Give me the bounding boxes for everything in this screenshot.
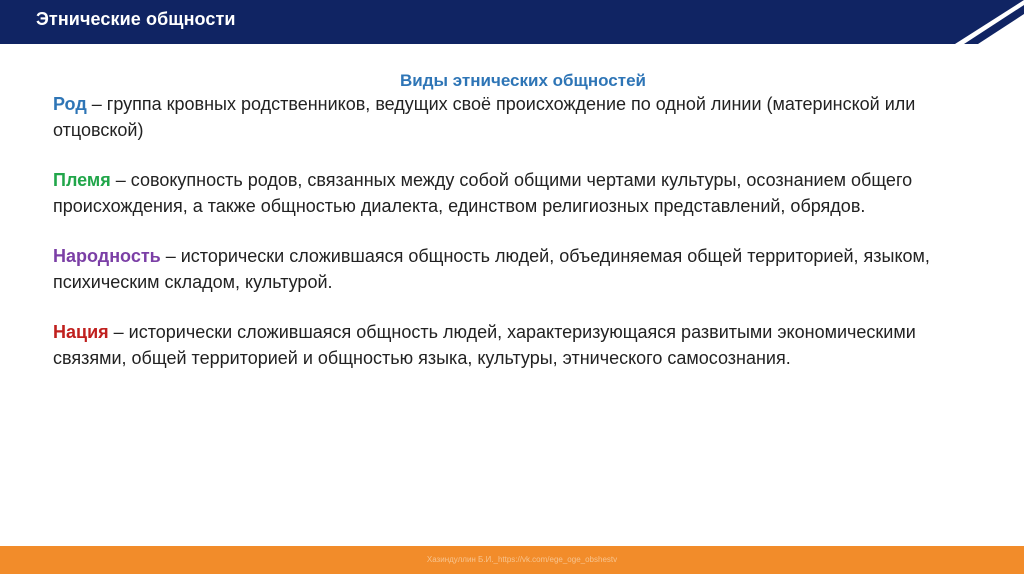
definition-narodnost bbox=[53, 244, 983, 295]
definition-natsiya bbox=[53, 320, 983, 371]
slide-header bbox=[0, 0, 1024, 44]
definition-natsiya-text: – исторически сложившаяся общность людей, характеризующаяся развитыми экономическими связями, общей территорией и общностью языка, культуры, этнического самосознания. bbox=[53, 322, 916, 368]
term-natsiya: Нация bbox=[53, 322, 109, 342]
definition-narodnost-text: – исторически сложившаяся общность людей, объединяемая общей территорией, языком, психическим складом, культурой. bbox=[53, 246, 930, 292]
definition-plemya-text: – совокупность родов, связанных между собой общими чертами культуры, осознанием общего происхождения, а также общностью диалекта, единством религиозных представлений, обрядов. bbox=[53, 170, 913, 216]
slide-footer bbox=[0, 546, 1024, 574]
slide-content bbox=[53, 70, 983, 371]
term-rod: Род bbox=[53, 94, 87, 114]
definition-plemya bbox=[53, 168, 983, 219]
definition-rod-text: – группа кровных родственников, ведущих своё происхождение по одной линии (материнской или отцовской) bbox=[53, 94, 916, 140]
definition-rod bbox=[53, 92, 983, 143]
slide-title: Этнические общности bbox=[36, 9, 236, 29]
term-narodnost: Народность bbox=[53, 246, 161, 266]
term-plemya: Племя bbox=[53, 170, 111, 190]
section-subtitle: Виды этнических общностей bbox=[399, 71, 646, 90]
footer-credit: Хазиндуллин Б.И._https://vk.com/ege_oge_obshestv bbox=[426, 555, 618, 564]
